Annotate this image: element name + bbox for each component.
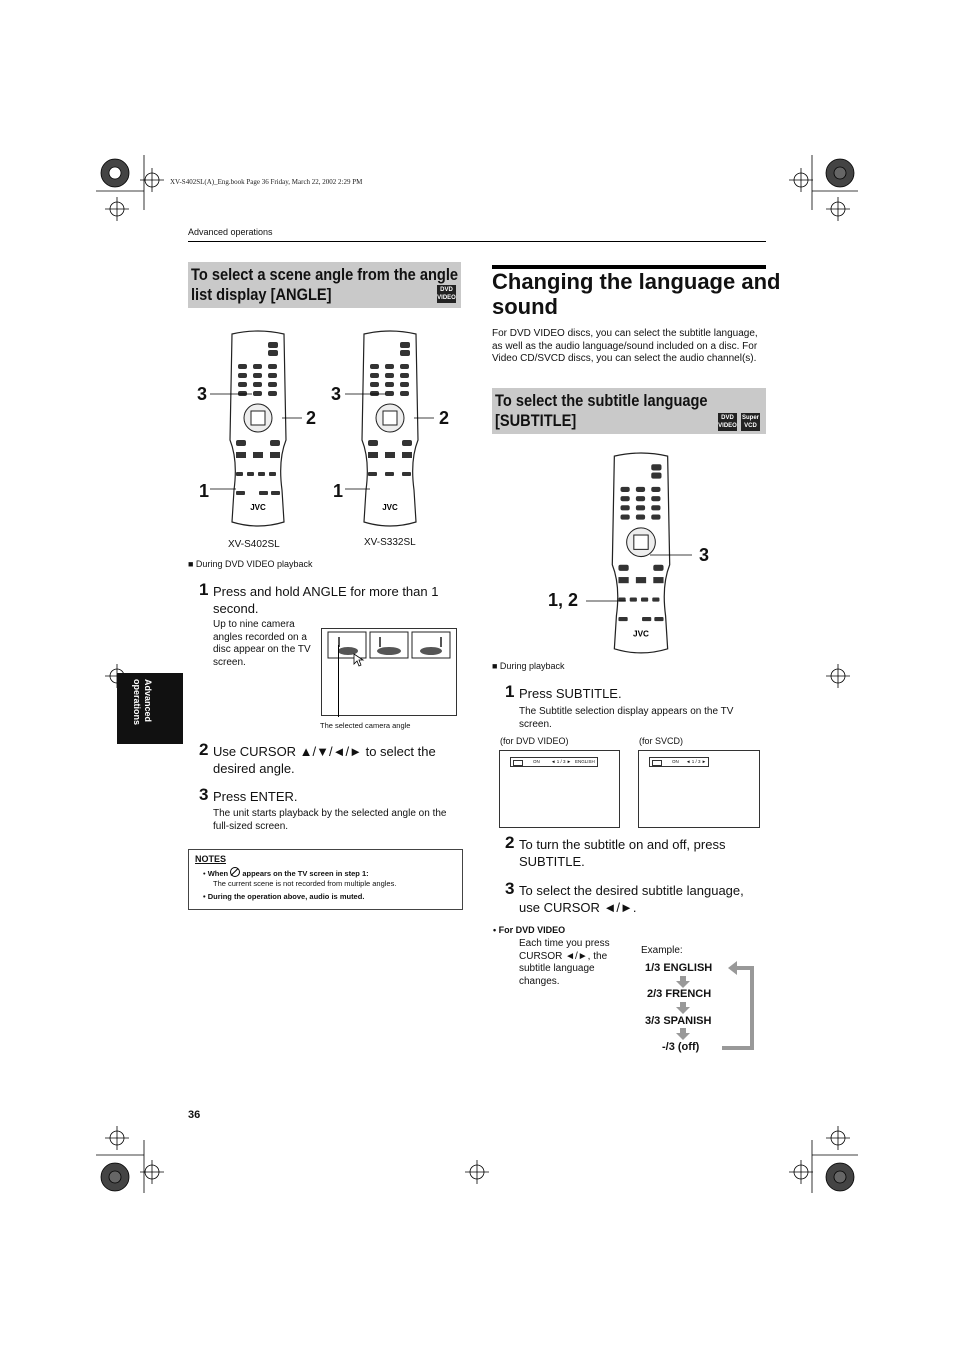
cycle-english: 1/3 ENGLISH — [645, 962, 713, 974]
cycle-arrows — [670, 960, 762, 1055]
subtitle-step1-text: Press SUBTITLE. — [519, 686, 622, 701]
file-header: XV-S402SL(A)_Eng.book Page 36 Friday, March 22, 2002 2:29 PM — [170, 178, 363, 186]
subtitle-callout-3: 3 — [699, 545, 710, 565]
angle-step1-sub: Up to nine camera angles recorded on a disc appear on the TV screen. — [213, 619, 311, 668]
svg-text:JVC: JVC — [633, 629, 649, 639]
arrow-left-icon — [728, 961, 737, 975]
osd-dvd-track: ◄ 1 / 3 ► — [551, 759, 572, 764]
screen-dvd-label: (for DVD VIDEO) — [500, 736, 569, 746]
note1-bold-b: appears on the TV screen in step 1: — [242, 869, 369, 878]
angle-pointer-line — [338, 645, 339, 717]
dvd-video-badge — [437, 285, 456, 303]
badge-line2: VIDEO — [437, 295, 456, 301]
arrow-down-icon — [676, 1002, 690, 1014]
section-header: Advanced operations — [188, 227, 273, 237]
remote-label-1: XV-S402SL — [228, 539, 280, 550]
subtitle-step3-num: 3 — [505, 879, 515, 898]
osd-svcd-on: ON — [672, 759, 679, 764]
callout-3b: 3 — [331, 384, 342, 404]
notes-box — [188, 849, 463, 910]
language-intro: For DVD VIDEO discs, you can select the subtitle language, as well as the audio language/sound included on a disc. For Video CD/SVCD discs, you can select the audio channel(s). — [492, 328, 758, 364]
angle-during: ■ During DVD VIDEO playback — [188, 559, 313, 569]
screen-svcd-label: (for SVCD) — [639, 736, 684, 746]
subtitle-step1-sub: The Subtitle selection display appears on the TV screen. — [519, 706, 734, 730]
arrow-down-icon — [676, 976, 690, 988]
language-title-line1: Changing the language and — [492, 269, 781, 294]
angle-tv-screen — [321, 628, 457, 716]
subtitle-step2-text: To turn the subtitle on and off, press SUBTITLE. — [519, 837, 726, 869]
angle-callout-lines — [190, 380, 460, 500]
subtitle-step2-num: 2 — [505, 833, 515, 852]
angle-camera-caption: The selected camera angle — [320, 721, 411, 730]
header-rule — [188, 241, 766, 242]
subtitle-during: ■ During playback — [492, 661, 565, 671]
subtitle-callout-lines — [580, 545, 700, 605]
for-dvd-title: • For DVD VIDEO — [493, 925, 566, 935]
note2-text: During the operation above, audio is muted. — [207, 892, 365, 901]
dvd-video-badge-2 — [718, 413, 737, 431]
svg-text:JVC: JVC — [382, 503, 398, 512]
remote-label-2: XV-S332SL — [364, 537, 416, 548]
svg-text:JVC: JVC — [250, 503, 266, 512]
badge-line1: DVD — [440, 287, 453, 293]
cycle-spanish: 3/3 SPANISH — [645, 1015, 712, 1027]
for-dvd-title-text: For DVD VIDEO — [498, 925, 566, 935]
note-2: • During the operation above, audio is muted. — [203, 892, 365, 901]
osd-bar-svcd — [649, 757, 709, 767]
subtitle-step1-num: 1 — [505, 682, 515, 701]
callout-2b: 2 — [439, 408, 450, 428]
side-tab — [117, 673, 183, 744]
subtitle-heading-line1: To select the subtitle language — [495, 391, 708, 410]
osd-screen-dvd — [499, 750, 620, 828]
subtitle-icon-2 — [652, 760, 662, 766]
angle-step3-text: Press ENTER. — [213, 789, 298, 804]
osd-screen-svcd — [638, 750, 760, 828]
badge3-line1: Super — [741, 415, 759, 421]
angle-heading — [188, 262, 461, 308]
angle-step3-sub: The unit starts playback by the selected angle on the full-sized screen. — [213, 808, 447, 832]
subtitle-icon — [513, 760, 523, 766]
cycle-french: 2/3 FRENCH — [647, 988, 712, 1000]
angle-title-line2: list display [ANGLE] — [191, 285, 332, 304]
note1-bold-a: When — [207, 869, 229, 878]
subtitle-callout-12: 1, 2 — [548, 590, 579, 610]
badge2-line2: VIDEO — [718, 423, 737, 429]
angle-step2-text: Use CURSOR ▲/▼/◄/► to select the desired angle. — [213, 744, 436, 776]
angle-thumbnails — [322, 629, 456, 715]
angle-step1-text: Press and hold ANGLE for more than 1 second. — [213, 584, 439, 616]
angle-step1-num: 1 — [199, 580, 209, 599]
note1-text: The current scene is not recorded from multiple angles. — [213, 879, 397, 888]
cycle-off: -/3 (off) — [662, 1041, 700, 1053]
prohibited-icon — [230, 867, 240, 877]
osd-svcd-track: ◄ 1 / 3 ► — [686, 759, 707, 764]
osd-bar-dvd — [510, 757, 598, 767]
angle-step3-num: 3 — [199, 785, 209, 804]
subtitle-step3-text: To select the desired subtitle language, use CURSOR ◄/►. — [519, 883, 744, 915]
side-tab-label: Advanced operations — [132, 679, 153, 726]
for-dvd-text: Each time you press CURSOR ◄/►, the subtitle language changes. — [519, 938, 610, 987]
super-vcd-badge — [741, 413, 760, 431]
callout-3a: 3 — [197, 384, 208, 404]
subtitle-heading-line2: [SUBTITLE] — [495, 411, 577, 430]
angle-title-line1: To select a scene angle from the angle — [191, 265, 459, 284]
callout-2a: 2 — [306, 408, 317, 428]
badge2-line1: DVD — [721, 415, 734, 421]
notes-title: NOTES — [195, 854, 227, 864]
osd-dvd-on: ON — [533, 759, 540, 764]
osd-dvd-lang: ENGLISH — [575, 759, 595, 764]
callout-1b: 1 — [333, 481, 344, 501]
note-1: • When appears on the TV screen in step 1: The current scene is not recorded from multiple angles. — [203, 867, 458, 889]
example-label: Example: — [641, 945, 683, 956]
language-title-line2: sound — [492, 294, 558, 319]
arrow-down-icon — [676, 1028, 690, 1040]
angle-step2-num: 2 — [199, 740, 209, 759]
callout-1a: 1 — [199, 481, 210, 501]
badge3-line2: VCD — [744, 423, 757, 429]
page-number: 36 — [188, 1109, 201, 1121]
